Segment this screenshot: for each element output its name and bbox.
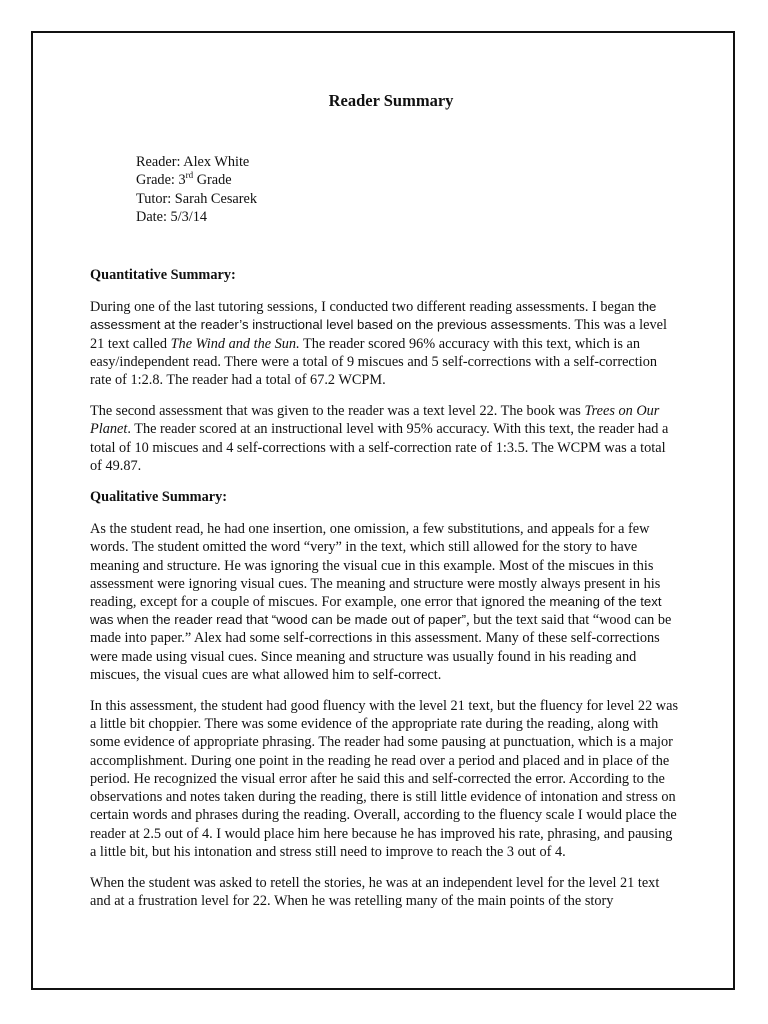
quantitative-paragraph-2 xyxy=(90,402,680,475)
reader-name: Reader: Alex White xyxy=(136,154,250,171)
reader-info-block xyxy=(136,153,680,226)
text-run: The reader scored 96% accuracy with this text, which is an easy/independent read. There were a total of 9 miscues and 5 self-corrections with a self-correction rate of 1:2.8. The reader had a total of 67.2 WCPM. xyxy=(90,335,658,389)
text-run: As the student read, he had one insertion, one omission, a few substitutions, and appeals for a few words. The student omitted the word “very” in the text, which still allowed for the story to have meaning and structure. He was ignoring the visual cue in this example. Most of the miscues in this assessment were ignoring visual cues. The meaning and structure were mostly always present in his reading, except for a couple of miscues. For example, one error that ignored the xyxy=(90,521,661,611)
text-run: the assessment at the reader’s instructional level based on the previous assessments. xyxy=(90,299,657,333)
text-run: During one of the last tutoring sessions, I conducted two different reading assessments. I began xyxy=(90,299,639,316)
text-run: . The reader scored at an instructional level with 95% accuracy. With this text, the reader had a total of 10 miscues and 4 self-corrections with a self-correction rate of 1:3.5. The WCPM was a total of 49.87. xyxy=(90,421,669,474)
text-run: The second assessment that was given to the reader was a text level 22. The book was xyxy=(90,403,585,420)
assessment-date: Date: 5/3/14 xyxy=(136,208,208,225)
qualitative-paragraph-3: When the student was asked to retell the stories, he was at an independent level for the level 21 text and at a frustration level for 22. When he was retelling many of the main points of the story xyxy=(90,874,660,910)
grade-superscript: rd xyxy=(185,170,194,181)
book-title: The Wind and the Sun. xyxy=(170,335,300,352)
qualitative-paragraph-2: In this assessment, the student had good fluency with the level 21 text, but the fluency for level 22 was a little bit choppier. There was some evidence of the appropriate rate during the reading, along with some evidence of appropriate phrasing. The reader had some pausing at punctuation, which is a major accomplishment. During one point in the reading he read over a period and placed and in place of the period. He recognized the visual error after he said this and self-corrected the error. According to the observations and notes taken during the reading, there is still little evidence of intonation and stress on certain words and phrases during the reading. Overall, according to the fluency scale I would place the reader at 2.5 out of 4. I would place him here because he has improved his rate, phrasing, and pausing a little bit, but his intonation and stress still need to improve to reach the 3 out of 4. xyxy=(90,698,679,860)
document-body xyxy=(90,92,680,919)
grade-suffix: Grade xyxy=(193,172,232,189)
reader-grade xyxy=(136,171,680,189)
text-run: meaning of the text was when the reader read that “wood can be made out of paper” xyxy=(90,594,662,628)
grade-prefix: Grade: 3 xyxy=(136,172,186,189)
qualitative-paragraph-1 xyxy=(90,520,680,684)
quantitative-heading: Quantitative Summary: xyxy=(90,267,236,284)
text-run: , but the text said that “wood can be made into paper.” Alex had some self-corrections in this assessment. Many of these self-corrections were made using visual cues. Since meaning and structure was usually found in his reading and miscues, the visual cues are what allowed him to self-correct. xyxy=(90,612,672,683)
text-run: This was a level 21 text called xyxy=(90,317,667,352)
tutor-name: Tutor: Sarah Cesarek xyxy=(136,190,257,207)
document-title: Reader Summary xyxy=(328,91,454,110)
book-title: Trees on Our Planet xyxy=(90,403,660,438)
quantitative-paragraph-1 xyxy=(90,298,680,389)
qualitative-heading: Qualitative Summary: xyxy=(90,489,228,506)
